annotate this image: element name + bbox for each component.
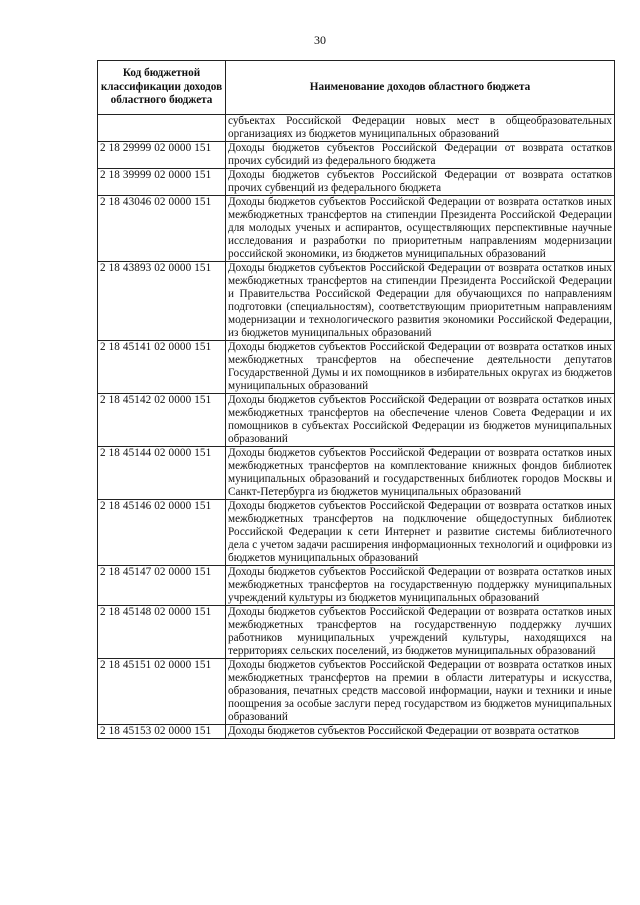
column-header-code: Код бюджетной классификации доходов областного бюджета	[98, 61, 226, 115]
row-name: субъектах Российской Федерации новых мест в общеобразовательных организациях из бюджетов муниципальных образований	[226, 115, 615, 142]
row-code: 2 18 45146 02 0000 151	[98, 500, 226, 566]
table-row	[98, 262, 615, 341]
table-row	[98, 169, 615, 196]
table-row	[98, 606, 615, 659]
row-code: 2 18 43893 02 0000 151	[98, 262, 226, 341]
row-code	[98, 115, 226, 142]
row-code: 2 18 45148 02 0000 151	[98, 606, 226, 659]
row-code: 2 18 45141 02 0000 151	[98, 341, 226, 394]
table-row	[98, 115, 615, 142]
row-name: Доходы бюджетов субъектов Российской Федерации от возврата остатков иных межбюджетных трансфертов на государственную поддержку лучших работников муниципальных учреждений культуры, находящихся на территориях сельских поселений, из бюджетов муниципальных образований	[226, 606, 615, 659]
table-row	[98, 725, 615, 739]
row-code: 2 18 29999 02 0000 151	[98, 142, 226, 169]
table-row	[98, 566, 615, 606]
table-row	[98, 341, 615, 394]
row-code: 2 18 43046 02 0000 151	[98, 196, 226, 262]
row-name: Доходы бюджетов субъектов Российской Федерации от возврата остатков прочих субсидий из федерального бюджета	[226, 142, 615, 169]
table-row	[98, 196, 615, 262]
row-name: Доходы бюджетов субъектов Российской Федерации от возврата остатков иных межбюджетных трансфертов на обеспечение членов Совета Федерации и их помощников в субъектах Российской Федерации из бюджетов муниципальных образований	[226, 394, 615, 447]
row-code: 2 18 45142 02 0000 151	[98, 394, 226, 447]
column-header-name: Наименование доходов областного бюджета	[226, 61, 615, 115]
table-row	[98, 500, 615, 566]
row-code: 2 18 39999 02 0000 151	[98, 169, 226, 196]
table-row	[98, 659, 615, 725]
row-name: Доходы бюджетов субъектов Российской Федерации от возврата остатков иных межбюджетных трансфертов на подключение общедоступных библиотек Российской Федерации к сети Интернет и развитие системы библиотечного дела с учетом задачи расширения информационных технологий и оцифровки из бюджетов муниципальных образований	[226, 500, 615, 566]
row-code: 2 18 45147 02 0000 151	[98, 566, 226, 606]
row-name: Доходы бюджетов субъектов Российской Федерации от возврата остатков прочих субвенций из федерального бюджета	[226, 169, 615, 196]
row-name: Доходы бюджетов субъектов Российской Федерации от возврата остатков	[226, 725, 615, 739]
budget-classification-table	[97, 60, 615, 739]
row-code: 2 18 45151 02 0000 151	[98, 659, 226, 725]
row-code: 2 18 45153 02 0000 151	[98, 725, 226, 739]
page-number: 30	[314, 33, 326, 47]
table-row	[98, 142, 615, 169]
row-name: Доходы бюджетов субъектов Российской Федерации от возврата остатков иных межбюджетных трансфертов на премии в области литературы и искусства, образования, печатных средств массовой информации, науки и техники и иные поощрения за особые заслуги перед государством из бюджетов муниципальных образований	[226, 659, 615, 725]
table-row	[98, 394, 615, 447]
row-name: Доходы бюджетов субъектов Российской Федерации от возврата остатков иных межбюджетных трансфертов на комплектование книжных фондов библиотек муниципальных образований и государственных библиотек городов Москвы и Санкт-Петербурга из бюджетов муниципальных образований	[226, 447, 615, 500]
row-code: 2 18 45144 02 0000 151	[98, 447, 226, 500]
row-name: Доходы бюджетов субъектов Российской Федерации от возврата остатков иных межбюджетных трансфертов на обеспечение деятельности депутатов Государственной Думы и их помощников в избирательных округах из бюджетов муниципальных образований	[226, 341, 615, 394]
table-header-row	[98, 61, 615, 115]
row-name: Доходы бюджетов субъектов Российской Федерации от возврата остатков иных межбюджетных трансфертов на государственную поддержку муниципальных учреждений культуры из бюджетов муниципальных образований	[226, 566, 615, 606]
table-row	[98, 447, 615, 500]
row-name: Доходы бюджетов субъектов Российской Федерации от возврата остатков иных межбюджетных трансфертов на стипендии Президента Российской Федерации и Правительства Российской Федерации для обучающихся по направлениям подготовки (специальностям), соответствующим приоритетным направлениям модернизации и технологического развития экономики Российской Федерации, из бюджетов муниципальных образований	[226, 262, 615, 341]
row-name: Доходы бюджетов субъектов Российской Федерации от возврата остатков иных межбюджетных трансфертов на стипендии Президента Российской Федерации для молодых ученых и аспирантов, осуществляющих перспективные научные исследования и разработки по приоритетным направлениям модернизации российской экономики, из бюджетов муниципальных образований	[226, 196, 615, 262]
